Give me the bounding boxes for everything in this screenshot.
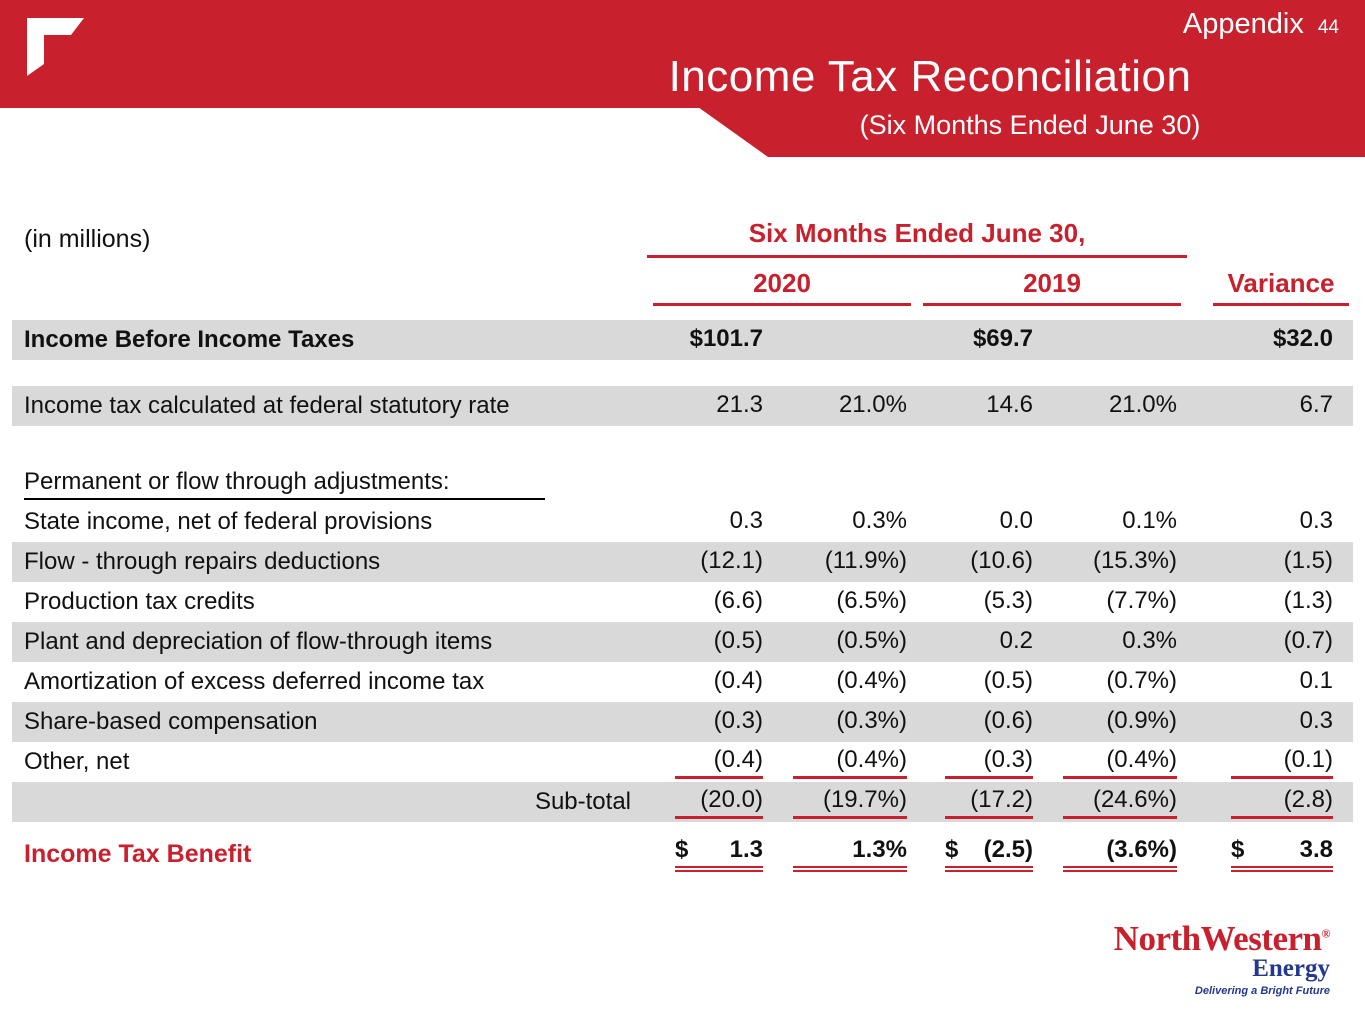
table-row <box>12 782 1353 822</box>
spacer-row <box>12 822 1353 832</box>
section-label: Permanent or flow through adjustments: <box>24 468 545 500</box>
row-label: Income Before Income Taxes <box>24 326 355 353</box>
cell-value: (12.1) <box>700 547 763 574</box>
cell-value: 0.2 <box>999 627 1033 654</box>
cell-value: (24.6%) <box>1047 786 1187 819</box>
cell-value: (0.5) <box>713 627 763 654</box>
cell-value: (0.4) <box>647 746 777 779</box>
cell-value: (17.2) <box>917 786 1047 819</box>
cell-value: (0.7) <box>1283 627 1333 654</box>
cell-value: 21.0% <box>838 391 907 418</box>
row-label: Amortization of excess deferred income tax <box>24 668 485 695</box>
table-row <box>12 662 1353 702</box>
logo-tagline: Delivering a Bright Future <box>1194 985 1330 998</box>
cell-value: (7.7%) <box>1106 587 1177 614</box>
table-row <box>12 320 1353 360</box>
row-label: State income, net of federal provisions <box>24 508 433 535</box>
currency-symbol: $ <box>945 836 959 863</box>
row-label <box>12 468 647 496</box>
row-label: Production tax credits <box>24 588 255 615</box>
cell-value: (0.4%) <box>777 746 917 779</box>
slide-title: Income Tax Reconciliation <box>668 52 1192 101</box>
cell-value: 14.6 <box>986 391 1033 418</box>
cell-value: (0.4%) <box>836 667 907 694</box>
cell-value: (0.4%) <box>1047 746 1187 779</box>
row-label: Sub-total <box>534 788 631 815</box>
table-row <box>12 386 1353 426</box>
cell-value: (1.5) <box>1283 547 1333 574</box>
appendix-text: Appendix <box>1182 8 1304 40</box>
period-group-header: Six Months Ended June 30, <box>647 218 1187 258</box>
cell-value: 6.7 <box>1299 391 1333 418</box>
table-group-header-row <box>12 218 1353 258</box>
logo-name: NorthWestern® <box>1113 919 1330 959</box>
cell-value: $32.0 <box>1272 325 1333 352</box>
cell-value: (0.3) <box>917 746 1047 779</box>
table-row <box>12 622 1353 662</box>
table-column-header-row <box>12 268 1353 306</box>
cell-value: 0.3 <box>729 507 763 534</box>
cell-value <box>777 326 917 354</box>
cell-value: (2.8) <box>1187 786 1353 819</box>
cell-value: (6.6) <box>713 587 763 614</box>
cell-value: 1.3% <box>777 836 917 872</box>
column-header-2019: 2019 <box>923 268 1181 306</box>
cell-value: $101.7 <box>689 325 763 352</box>
cell-value: (0.3%) <box>836 707 907 734</box>
cell-value <box>1047 326 1187 354</box>
cell-value: 0.3 <box>1299 707 1333 734</box>
cell-value: (0.7%) <box>1106 667 1177 694</box>
cell-value: (1.3) <box>1283 587 1333 614</box>
cell-value: 0.3% <box>1122 627 1177 654</box>
cell-value: 21.0% <box>1108 391 1177 418</box>
cell-value: 0.3 <box>1299 507 1333 534</box>
row-label: Share-based compensation <box>24 708 318 735</box>
cell-value: (20.0) <box>647 786 777 819</box>
column-header-2020: 2020 <box>653 268 911 306</box>
cell-value: (5.3) <box>983 587 1033 614</box>
cell-value: (0.4) <box>713 667 763 694</box>
registered-mark: ® <box>1321 926 1330 941</box>
cell-value: (0.5) <box>983 667 1033 694</box>
column-header-variance: Variance <box>1213 268 1349 306</box>
row-label: Income Tax Benefit <box>24 839 252 868</box>
company-logo <box>1114 921 1330 998</box>
cell-value: $ (2.5) <box>917 836 1047 872</box>
cell-value: (15.3%) <box>1092 547 1177 574</box>
cell-value: $ 1.3 <box>647 836 777 872</box>
cell-value: 21.3 <box>716 391 763 418</box>
table-row <box>12 702 1353 742</box>
cell-value: $69.7 <box>972 325 1033 352</box>
income-tax-table <box>12 218 1353 876</box>
row-label: Flow - through repairs deductions <box>24 548 381 575</box>
cell-value: (19.7%) <box>777 786 917 819</box>
cell-value: (3.6%) <box>1047 836 1187 872</box>
table-row <box>12 502 1353 542</box>
appendix-label <box>1183 8 1339 41</box>
spacer-row <box>12 426 1353 460</box>
table-row <box>12 460 1353 502</box>
slide-subtitle: (Six Months Ended June 30) <box>859 110 1201 140</box>
cell-value: 0.3% <box>852 507 907 534</box>
units-label: (in millions) <box>24 225 151 253</box>
cell-value: 0.0 <box>999 507 1033 534</box>
cell-value: (0.1) <box>1187 746 1353 779</box>
spacer-row <box>12 360 1353 386</box>
cell-value: (0.9%) <box>1106 707 1177 734</box>
cell-value: (6.5%) <box>836 587 907 614</box>
table-row <box>12 542 1353 582</box>
currency-symbol: $ <box>1231 836 1245 863</box>
cell-value: 0.1 <box>1299 667 1333 694</box>
page-number: 44 <box>1317 17 1339 38</box>
cell-value: $ 3.8 <box>1187 836 1353 872</box>
cell-value: (10.6) <box>970 547 1033 574</box>
row-label: Plant and depreciation of flow-through items <box>24 628 493 655</box>
table-body <box>12 320 1353 876</box>
cell-value: (0.3) <box>713 707 763 734</box>
cell-value: 0.1% <box>1122 507 1177 534</box>
northwestern-logo-mark <box>26 14 88 78</box>
currency-symbol: $ <box>675 836 689 863</box>
cell-value: (11.9%) <box>824 547 907 574</box>
logo-energy: Energy <box>1252 955 1330 983</box>
table-row <box>12 742 1353 782</box>
table-row <box>12 582 1353 622</box>
cell-value: (0.5%) <box>836 627 907 654</box>
cell-value: (0.6) <box>983 707 1033 734</box>
row-label: Other, net <box>24 748 130 775</box>
row-label: Income tax calculated at federal statutory rate <box>24 392 510 419</box>
table-row <box>12 832 1353 876</box>
